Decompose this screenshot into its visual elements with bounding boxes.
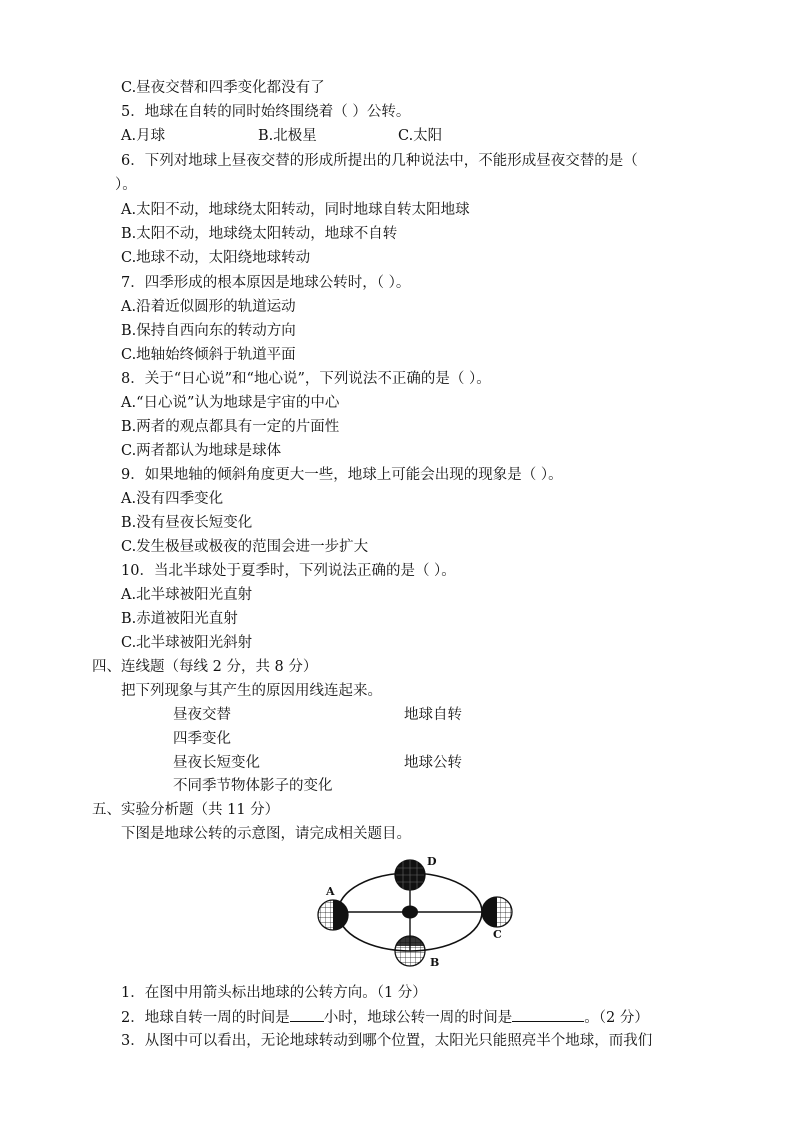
section-4-instruction: 把下列现象与其产生的原因用线连起来。	[121, 683, 382, 699]
label-a: A	[326, 885, 335, 898]
option-9b: B.没有昼夜长短变化	[121, 515, 253, 531]
option-6c: C.地球不动，太阳绕地球转动	[121, 250, 311, 266]
match-right-item: 地球公转	[404, 755, 462, 771]
question-6-end: ）。	[115, 177, 137, 193]
section-5-instruction: 下图是地球公转的示意图，请完成相关题目。	[121, 826, 411, 842]
option-8c: C.两者都认为地球是球体	[121, 443, 282, 459]
option-7a: A.沿着近似圆形的轨道运动	[121, 299, 296, 315]
match-right-item: 地球自转	[404, 707, 462, 723]
question-5: 5．地球在自转的同时始终围绕着（ ）公转。	[121, 104, 411, 120]
question-5-1: 1．在图中用箭头标出地球的公转方向。（1 分）	[121, 985, 427, 1001]
q2-part-2: 小时，地球公转一周的时间是	[323, 1010, 513, 1026]
answer-blank-orbit-time[interactable]	[512, 1007, 584, 1022]
option-9c: C.发生极昼或极夜的范围会进一步扩大	[121, 539, 369, 555]
label-c: C	[493, 928, 502, 941]
label-d: D	[427, 855, 437, 868]
option-6b: B.太阳不动，地球绕太阳转动，地球不自转	[121, 226, 398, 242]
option-10b: B.赤道被阳光直射	[121, 611, 238, 627]
section-5-heading: 五、实验分析题（共 11 分）	[92, 802, 280, 818]
match-left-item: 昼夜交替	[173, 707, 231, 723]
orbit-diagram	[300, 852, 525, 974]
q2-part-3: 。（2 分）	[584, 1010, 649, 1026]
option-8b: B.两者的观点都具有一定的片面性	[121, 419, 340, 435]
match-left-item: 昼夜长短变化	[173, 755, 260, 771]
question-9: 9．如果地轴的倾斜角度更大一些，地球上可能会出现的现象是（ ）。	[121, 467, 563, 483]
option-4c: C.昼夜交替和四季变化都没有了	[121, 80, 325, 96]
option-9a: A.没有四季变化	[121, 491, 224, 507]
option-6a: A.太阳不动，地球绕太阳转动，同时地球自转太阳地球	[121, 202, 470, 218]
answer-blank-hours[interactable]	[290, 1007, 324, 1022]
question-6: 6．下列对地球上昼夜交替的形成所提出的几种说法中，不能形成昼夜交替的是（	[121, 153, 638, 169]
option-10c: C.北半球被阳光斜射	[121, 635, 253, 651]
question-7: 7．四季形成的根本原因是地球公转时，（ ）。	[121, 275, 411, 291]
earth-c-icon	[482, 897, 512, 927]
q2-part-1: 2．地球自转一周的时间是	[121, 1010, 290, 1026]
label-b: B	[430, 956, 440, 969]
option-7b: B.保持自西向东的转动方向	[121, 323, 296, 339]
earth-a-icon	[318, 900, 348, 930]
sun-icon	[402, 906, 418, 919]
question-5-2	[121, 1007, 649, 1028]
option-5a: A.月球	[121, 128, 166, 144]
match-left-item: 不同季节物体影子的变化	[173, 778, 333, 794]
match-left-item: 四季变化	[173, 731, 231, 747]
section-4-heading: 四、连线题（每线 2 分，共 8 分）	[92, 659, 318, 675]
option-5b: B.北极星	[258, 128, 317, 144]
option-10a: A.北半球被阳光直射	[121, 587, 253, 603]
orbit-diagram-svg	[300, 852, 525, 974]
earth-d-icon	[395, 860, 425, 890]
option-8a: A.“日心说”认为地球是宇宙的中心	[121, 395, 340, 411]
question-5-3: 3．从图中可以看出，无论地球转动到哪个位置，太阳光只能照亮半个地球，而我们	[121, 1033, 653, 1049]
question-8: 8．关于“日心说”和“地心说”，下列说法不正确的是（ ）。	[121, 371, 491, 387]
option-7c: C.地轴始终倾斜于轨道平面	[121, 347, 296, 363]
question-10: 10．当北半球处于夏季时，下列说法正确的是（ ）。	[121, 563, 456, 579]
earth-b-icon	[395, 936, 425, 966]
option-5c: C.太阳	[398, 128, 443, 144]
